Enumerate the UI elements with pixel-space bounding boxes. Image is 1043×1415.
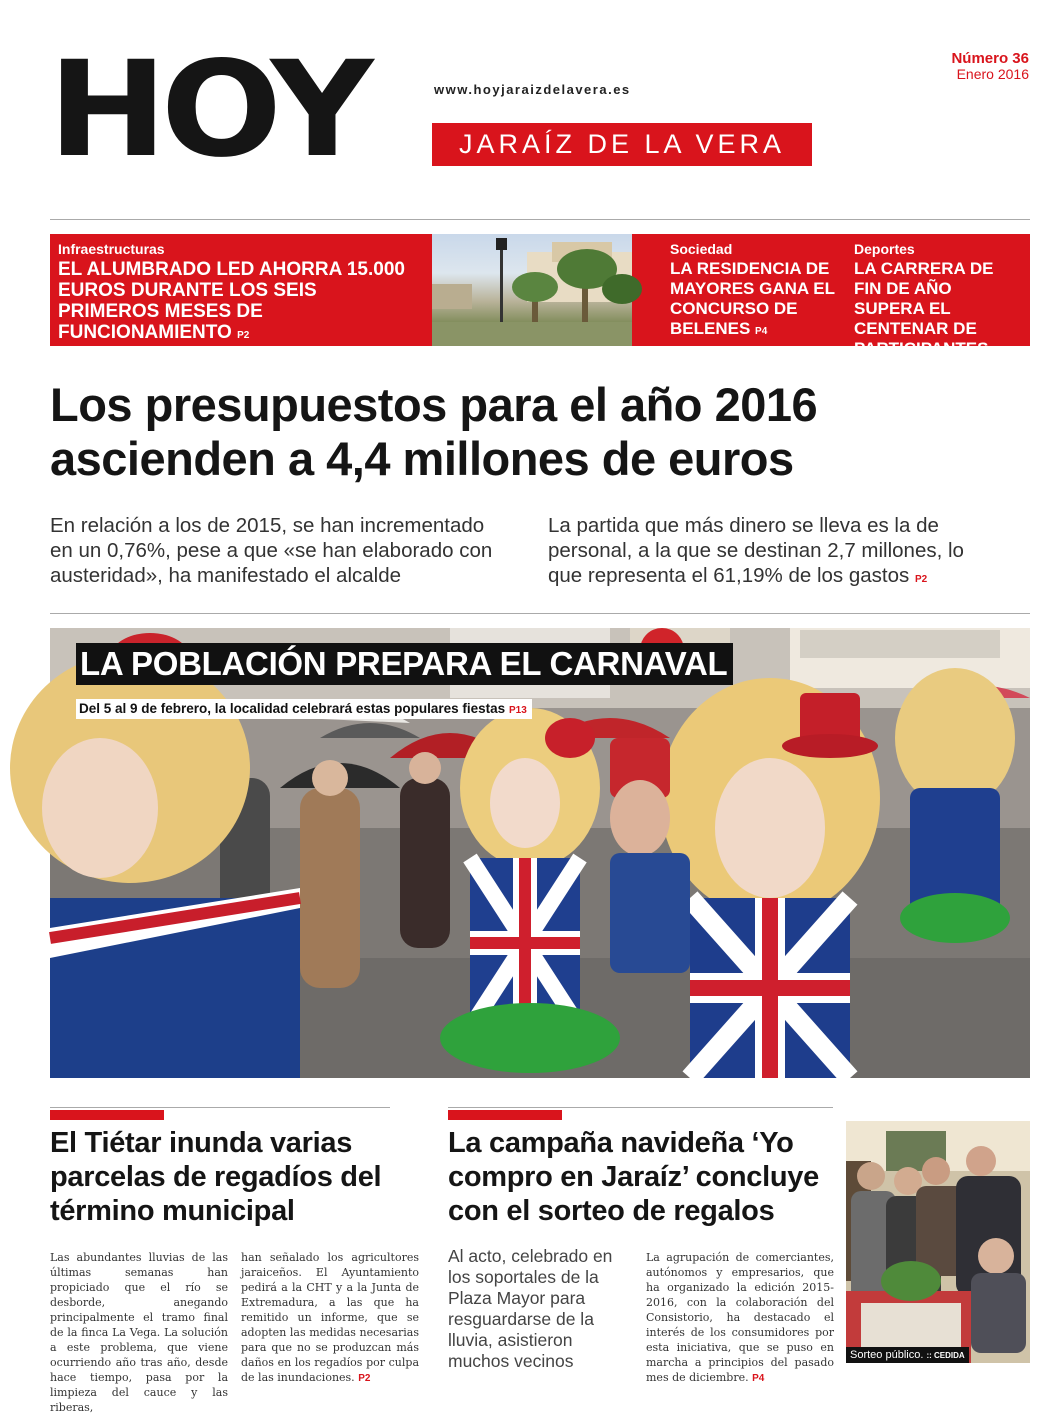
story-right-lead: Al acto, celebrado en los soportales de la Plaza Mayor para resguardarse de la lluvia, asistieron muchos vecinos: [448, 1246, 613, 1371]
page-reference: P14: [993, 346, 1011, 357]
story-left-headline[interactable]: El Tiétar inunda varias parcelas de regadíos del término municipal: [50, 1127, 382, 1227]
column-rule: [448, 1107, 833, 1108]
edition-town-banner: JARAÍZ DE LA VERA: [432, 123, 812, 166]
story-right-headline[interactable]: La campaña navideña ‘Yo compro en Jaraíz’ concluye con el sorteo de regalos: [448, 1127, 819, 1227]
photo-credit: :: CEDIDA: [926, 1351, 965, 1360]
issue-date: Enero 2016: [956, 66, 1029, 82]
teaser-sociedad[interactable]: [670, 241, 840, 342]
teaser-bar: [50, 234, 1030, 358]
teaser-headline: LA CARRERA DE FIN DE AÑO SUPERA EL CENTENAR DE PARTICIPANTES P14: [854, 259, 1011, 358]
story-left-body-col1: Las abundantes lluvias de las últimas semanas han propiciado que el río se desborde, anegando principalmente el tramo final de la finca La Vega. La solución a este problema, que viene ocurriendo año tras año, desde hace tiempo, pasa por la limpieza del cauce y las riberas,: [50, 1251, 228, 1414]
teaser-deportes[interactable]: [854, 241, 1024, 362]
section-divider: [50, 613, 1030, 614]
teaser-headline: LA RESIDENCIA DE MAYORES GANA EL CONCURSO DE BELENES P4: [670, 259, 835, 338]
teaser-infraestructuras[interactable]: [58, 241, 418, 346]
lead-deck-left: En relación a los de 2015, se han incrementado en un 0,76%, pese a que «se han elaborado con austeridad», ha manifestado el alcalde: [50, 514, 493, 587]
story-right-body: La agrupación de comerciantes, autónomos y empresarios, que ha organizado la edición 2015-2016, con la colaboración del Consistorio, ha destacado el interés de los consumidores por esta iniciativa, que se puso en marcha a principios del pasado mes de diciembre. P4: [646, 1251, 834, 1384]
teaser-section: Deportes: [854, 241, 915, 257]
site-url[interactable]: www.hoyjaraizdelavera.es: [434, 82, 631, 97]
masthead-logo[interactable]: HOY: [48, 33, 368, 187]
story-marker-bar: [448, 1110, 562, 1120]
photo-subcaption: Del 5 al 9 de febrero, la localidad celebrará estas populares fiestas P13: [76, 699, 532, 719]
page-reference: P2: [914, 574, 928, 585]
lead-deck-right: La partida que más dinero se lleva es la de personal, a la que se destinan 2,7 millones, lo que representa el 61,19% de los gastos P2: [548, 514, 964, 587]
photo-caption[interactable]: LA POBLACIÓN PREPARA EL CARNAVAL: [76, 643, 733, 685]
header-divider: [50, 219, 1030, 220]
teaser-headline: EL ALUMBRADO LED AHORRA 15.000 EUROS DURANTE LOS SEIS PRIMEROS MESES DE FUNCIONAMIENTO P2: [58, 259, 405, 343]
photo-caption: Sorteo público. :: CEDIDA: [846, 1347, 969, 1363]
lead-headline[interactable]: Los presupuestos para el año 2016 ascienden a 4,4 millones de euros: [50, 378, 818, 485]
teaser-section: Sociedad: [670, 241, 733, 257]
teaser-section: Infraestructuras: [58, 241, 165, 257]
page-reference: P4: [752, 1373, 765, 1384]
page-reference: P13: [508, 705, 527, 716]
issue-number: Número 36: [951, 50, 1029, 67]
page-reference: P4: [755, 326, 768, 337]
street-palm-photo: [432, 234, 632, 346]
raffle-photo: [846, 1121, 1030, 1363]
page-reference: P2: [358, 1373, 371, 1384]
story-left-body-col2: han señalado los agricultores jaraiceños. El Ayuntamiento pedirá a la CHT y a la Junta de Extremadura, a las que ha remitido un informe, que se adopten las medidas necesarias para que no se produzcan más daños en los regadíos por culpa de las inundaciones. P2: [241, 1251, 419, 1384]
story-marker-bar: [50, 1110, 164, 1120]
page-reference: P2: [237, 330, 250, 341]
carnival-photo: [50, 628, 1030, 1078]
column-rule: [50, 1107, 390, 1108]
